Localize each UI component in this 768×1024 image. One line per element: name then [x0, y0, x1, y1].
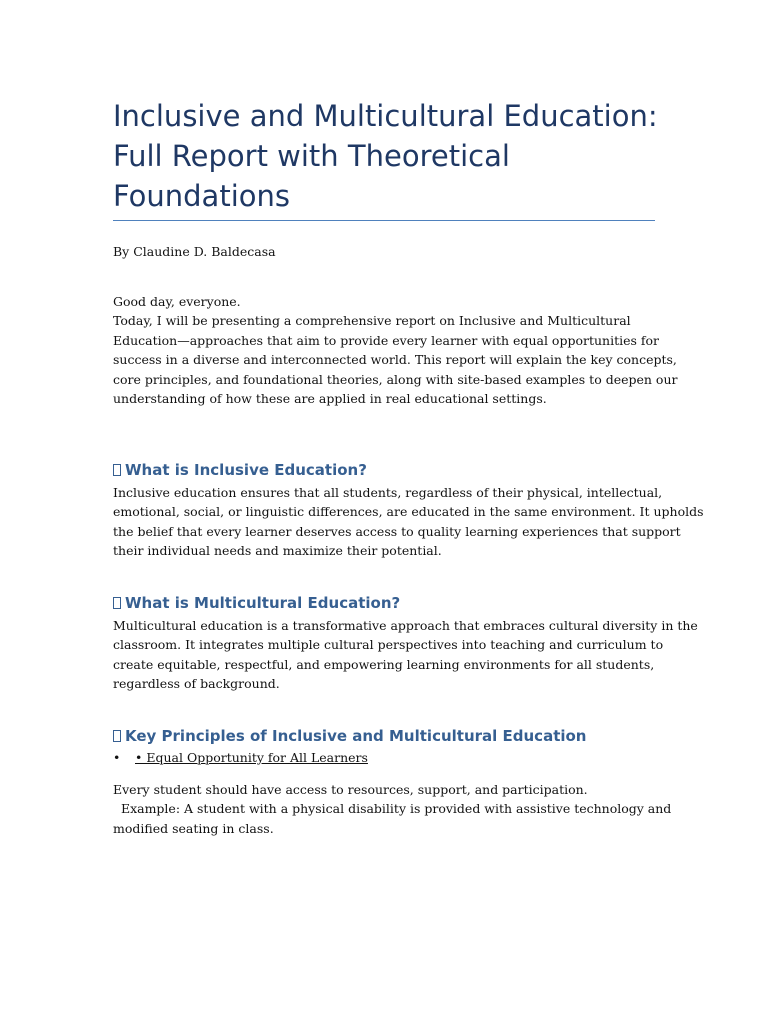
missing-glyph-icon: [113, 730, 121, 742]
text-line: success in a diverse and interconnected world. This report will explain the key concepts,: [113, 352, 677, 368]
title-line: Inclusive and Multicultural Education:: [113, 99, 658, 133]
text-line: understanding of how these are applied in real educational settings.: [113, 391, 547, 407]
text-line: Today, I will be presenting a comprehensive report on Inclusive and Multicultural: [113, 313, 631, 329]
text-line: core principles, and foundational theories, along with site-based examples to deepen our: [113, 371, 678, 387]
bullet-icon: •: [113, 750, 121, 765]
text-line: Example: A student with a physical disability is provided with assistive technology and: [113, 801, 672, 817]
author-line: By Claudine D. Baldecasa: [113, 244, 276, 259]
missing-glyph-icon: [113, 597, 121, 609]
principle-paragraph: [113, 780, 671, 838]
title-line: Foundations: [113, 179, 290, 213]
intro-paragraph: [113, 292, 677, 408]
text-line: Multicultural education is a transformative approach that embraces cultural diversity in the: [113, 618, 698, 633]
bullet-label: • Equal Opportunity for All Learners: [135, 750, 368, 765]
inclusive-paragraph: [113, 483, 704, 561]
text-line: create equitable, respectful, and empowering learning environments for all students,: [113, 656, 655, 672]
section-heading-inclusive: What is Inclusive Education?: [113, 460, 367, 480]
text-line: the belief that every learner deserves access to quality learning experiences that support: [113, 523, 681, 539]
text-line: Inclusive education ensures that all students, regardless of their physical, intellectual,: [113, 485, 663, 500]
text-line: their individual needs and maximize their potential.: [113, 543, 442, 559]
text-line: regardless of background.: [113, 676, 280, 692]
title-divider: [113, 220, 655, 221]
missing-glyph-icon: [113, 464, 121, 476]
text-line: classroom. It integrates multiple cultural perspectives into teaching and curriculum to: [113, 637, 664, 653]
document-title: [113, 96, 658, 216]
section-heading-key-principles: Key Principles of Inclusive and Multicultural Education: [113, 726, 586, 746]
text-line: Good day, everyone.: [113, 294, 241, 309]
title-line: Full Report with Theoretical: [113, 139, 510, 173]
text-line: Education—approaches that aim to provide every learner with equal opportunities for: [113, 332, 660, 348]
section-heading-multicultural: What is Multicultural Education?: [113, 593, 400, 613]
text-line: modified seating in class.: [113, 820, 274, 836]
text-line: Every student should have access to resources, support, and participation.: [113, 782, 588, 797]
list-item: [113, 748, 368, 767]
multicultural-paragraph: [113, 616, 698, 694]
text-line: emotional, social, or linguistic differences, are educated in the same environment. It upholds: [113, 504, 704, 520]
